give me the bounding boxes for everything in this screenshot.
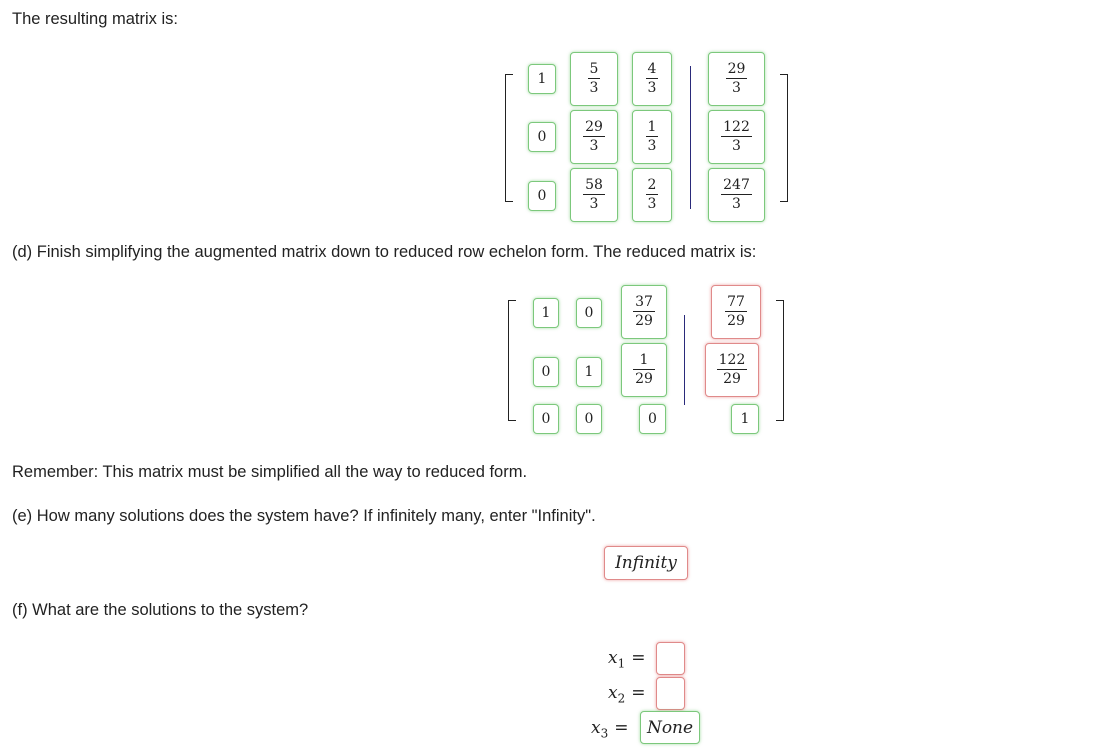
part-e-question: (e) How many solutions does the system have? If infinitely many, enter "Infinity". xyxy=(12,507,596,525)
m1-cell-0-0[interactable]: 1 xyxy=(528,64,556,94)
remember-note: Remember: This matrix must be simplified all the way to reduced form. xyxy=(12,463,528,481)
m2-cell-1-0[interactable]: 0 xyxy=(533,357,559,387)
m2-cell-2-3[interactable]: 1 xyxy=(731,404,759,434)
part-f-question: (f) What are the solutions to the system? xyxy=(12,601,309,619)
m2-cell-2-1[interactable]: 0 xyxy=(576,404,602,434)
left-bracket xyxy=(505,74,513,202)
m1-cell-1-2[interactable]: $\frac{1}{3}$ xyxy=(632,110,672,164)
m1-cell-2-2[interactable]: $\frac{2}{3}$ xyxy=(632,168,672,222)
x1-input[interactable] xyxy=(656,642,685,675)
m1-cell-0-1[interactable]: $\frac{5}{3}$ xyxy=(570,52,618,106)
x3-label: $x_3$ = xyxy=(591,718,629,741)
m1-cell-0-2[interactable]: $\frac{4}{3}$ xyxy=(632,52,672,106)
solution-count-input[interactable]: Infinity xyxy=(604,546,688,580)
m1-cell-1-0[interactable]: 0 xyxy=(528,122,556,152)
m2-cell-0-2[interactable]: $\frac{37}{29}$ xyxy=(621,285,667,339)
augment-divider xyxy=(690,66,691,209)
augment-divider xyxy=(684,315,685,405)
m2-cell-1-2[interactable]: $\frac{1}{29}$ xyxy=(621,343,667,397)
m1-cell-1-1[interactable]: $\frac{29}{3}$ xyxy=(570,110,618,164)
x1-label: $x_1$ = xyxy=(608,648,646,671)
m1-cell-0-3[interactable]: $\frac{29}{3}$ xyxy=(708,52,765,106)
x2-label: $x_2$ = xyxy=(608,683,646,706)
m1-cell-2-0[interactable]: 0 xyxy=(528,181,556,211)
m1-cell-2-1[interactable]: $\frac{58}{3}$ xyxy=(570,168,618,222)
m2-cell-2-0[interactable]: 0 xyxy=(533,404,559,434)
right-bracket xyxy=(780,74,788,202)
m1-cell-1-3[interactable]: $\frac{122}{3}$ xyxy=(708,110,765,164)
m2-cell-0-1[interactable]: 0 xyxy=(576,298,602,328)
x3-input[interactable]: None xyxy=(640,711,700,744)
m2-cell-2-2[interactable]: 0 xyxy=(639,404,666,434)
m2-cell-1-3[interactable]: $\frac{122}{29}$ xyxy=(705,343,759,397)
x2-input[interactable] xyxy=(656,677,685,710)
m2-cell-1-1[interactable]: 1 xyxy=(576,357,602,387)
m1-cell-2-3[interactable]: $\frac{247}{3}$ xyxy=(708,168,765,222)
intro-text: The resulting matrix is: xyxy=(12,10,178,28)
part-d-question: (d) Finish simplifying the augmented matrix down to reduced row echelon form. The reduced matrix is: xyxy=(12,243,757,261)
right-bracket xyxy=(776,300,784,421)
m2-cell-0-0[interactable]: 1 xyxy=(533,298,559,328)
m2-cell-0-3[interactable]: $\frac{77}{29}$ xyxy=(711,285,761,339)
left-bracket xyxy=(508,300,516,421)
